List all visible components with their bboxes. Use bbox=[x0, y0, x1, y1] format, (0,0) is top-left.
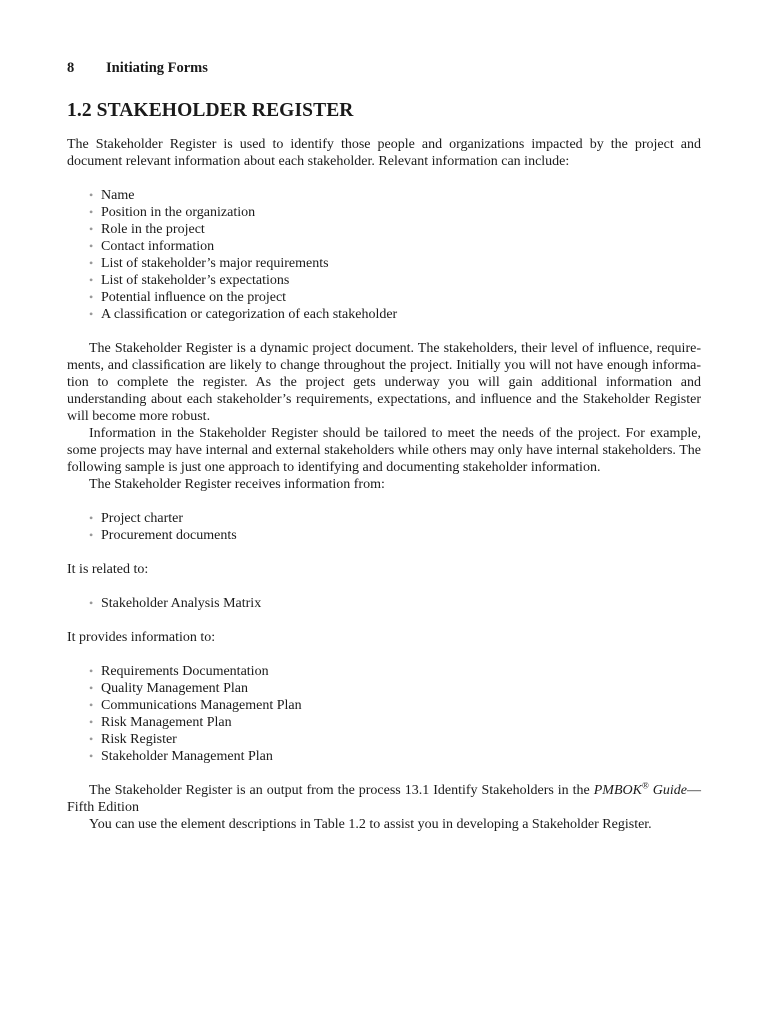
list-item: • List of stakeholder’s expectations bbox=[89, 273, 290, 288]
document-page bbox=[67, 57, 701, 833]
list-item: • Role in the project bbox=[89, 222, 205, 237]
running-head bbox=[67, 57, 701, 79]
bullet-icon: • bbox=[89, 698, 94, 712]
list-item: • Quality Management Plan bbox=[89, 681, 248, 696]
bullet-icon: • bbox=[89, 290, 94, 304]
bullet-icon: • bbox=[89, 715, 94, 729]
list-item: • Name bbox=[89, 188, 135, 203]
bullet-icon: • bbox=[89, 239, 94, 253]
dynamic-document-paragraph: The Stakeholder Register is a dynamic project document. The stakeholders, their level of inﬂuence, requirements, and classiﬁcation are likely to change throughout the project. Initially you will not have enough information to complete the register. As the project gets underway you will gain additional information and understanding about each stakeholder’s requirements, expectations, and inﬂuence and the Stakeholder Register will become more robust. bbox=[67, 341, 701, 424]
list-item: • Communications Management Plan bbox=[89, 698, 302, 713]
list-item: • Risk Register bbox=[89, 732, 177, 747]
related-items-list bbox=[67, 595, 701, 612]
info-items-list bbox=[67, 187, 701, 323]
output-paragraph: The Stakeholder Register is an output from the process 13.1 Identify Stakeholders in the PMBOK® Guide—Fifth Edition bbox=[67, 780, 701, 815]
bullet-icon: • bbox=[89, 273, 94, 287]
bullet-icon: • bbox=[89, 256, 94, 270]
bullet-icon: • bbox=[89, 664, 94, 678]
list-item: • A classiﬁcation or categorization of each stakeholder bbox=[89, 307, 398, 322]
list-item: • List of stakeholder’s major requirements bbox=[89, 256, 329, 271]
bullet-icon: • bbox=[89, 188, 94, 202]
page-number: 8 bbox=[67, 60, 75, 76]
chapter-title: Initiating Forms bbox=[106, 60, 208, 76]
bullet-icon: • bbox=[89, 307, 94, 321]
tailored-paragraph: Information in the Stakeholder Register should be tailored to meet the needs of the project. For example, some projects may have internal and external stakeholders while others may only have internal stakeholders. The following sample is just one approach to identifying and documenting stakeholder information. bbox=[67, 426, 701, 475]
related-paragraph: It is related to: bbox=[67, 562, 149, 577]
list-item: • Stakeholder Management Plan bbox=[89, 749, 273, 764]
bullet-icon: • bbox=[89, 681, 94, 695]
list-item: • Contact information bbox=[89, 239, 215, 254]
list-item: • Risk Management Plan bbox=[89, 715, 232, 730]
intro-paragraph: The Stakeholder Register is used to identify those people and organizations impacted by the project and document relevant information about each stakeholder. Relevant information can include: bbox=[67, 137, 701, 169]
bullet-icon: • bbox=[89, 511, 94, 525]
element-descriptions-paragraph: You can use the element descriptions in Table 1.2 to assist you in developing a Stakeholder Register. bbox=[89, 817, 652, 832]
bullet-icon: • bbox=[89, 222, 94, 236]
list-item: • Procurement documents bbox=[89, 528, 237, 543]
list-item: • Potential inﬂuence on the project bbox=[89, 290, 287, 305]
provides-paragraph: It provides information to: bbox=[67, 630, 216, 645]
bullet-icon: • bbox=[89, 749, 94, 763]
bullet-icon: • bbox=[89, 596, 94, 610]
list-item: • Requirements Documentation bbox=[89, 664, 269, 679]
provides-items-list bbox=[67, 663, 701, 765]
list-item: • Position in the organization bbox=[89, 205, 256, 220]
list-item: • Stakeholder Analysis Matrix bbox=[89, 596, 262, 611]
list-item: • Project charter bbox=[89, 511, 184, 526]
bullet-icon: • bbox=[89, 205, 94, 219]
receives-paragraph: The Stakeholder Register receives information from: bbox=[89, 477, 385, 492]
receives-items-list bbox=[67, 510, 701, 544]
bullet-icon: • bbox=[89, 732, 94, 746]
section-title: 1.2 STAKEHOLDER REGISTER bbox=[67, 100, 354, 121]
bullet-icon: • bbox=[89, 528, 94, 542]
